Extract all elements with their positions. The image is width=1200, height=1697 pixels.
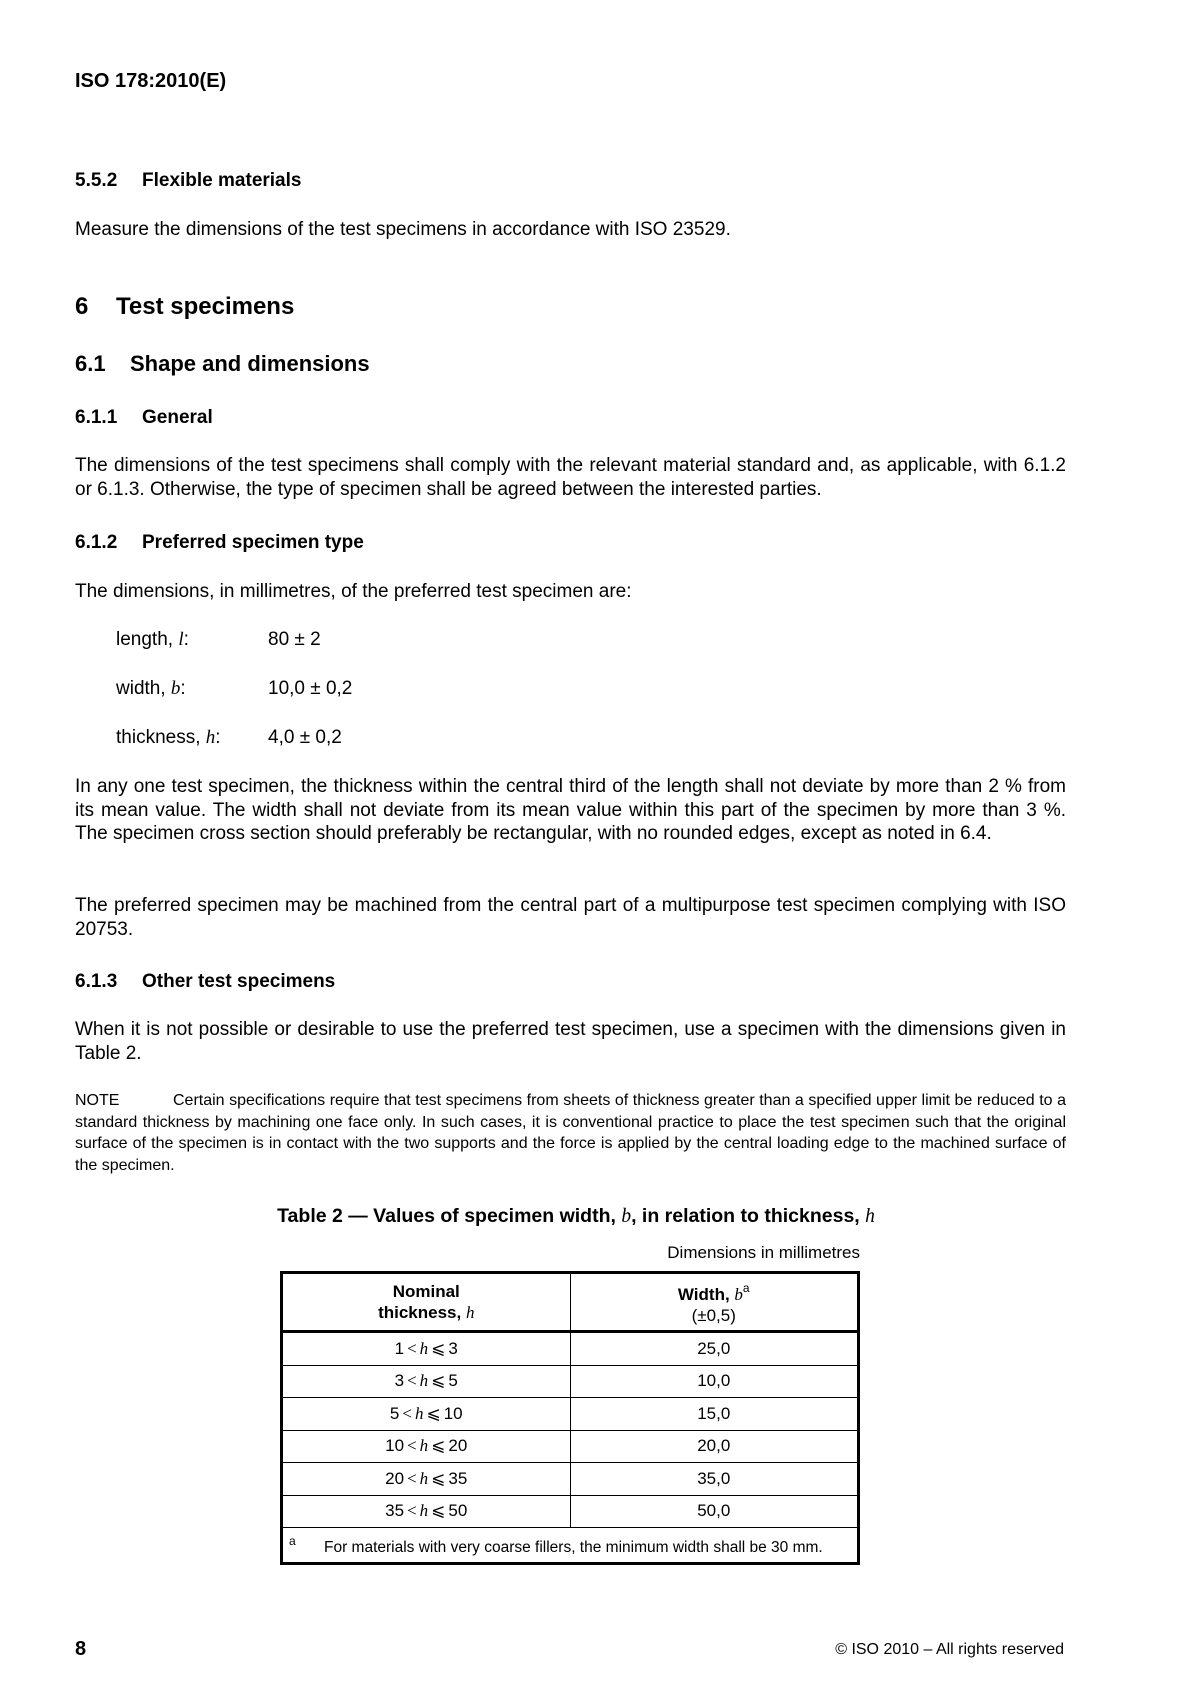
note-text: Certain specifications require that test specimens from sheets of thickness greater than a specified upper limit be reduced to a standard thickness by machining one face only. In such cases, it is conventional practice to place the test specimen such that the original surface of the specimen is in contact with the two supports and the force is applied by the central loading edge to the machined surface of the specimen.	[75, 1092, 1066, 1174]
table-row	[282, 1365, 859, 1398]
section-heading-6-1	[75, 351, 370, 377]
section-title: Preferred specimen type	[142, 532, 364, 553]
width-value-cell: 10,0	[570, 1365, 859, 1398]
document-header-id: ISO 178:2010(E)	[75, 70, 227, 92]
section-number: 6.1	[75, 351, 106, 376]
section-heading-6	[75, 293, 294, 321]
table-footnote: a For materials with very coarse fillers, the minimum width shall be 30 mm.	[282, 1528, 859, 1564]
section-heading-6-1-3	[75, 971, 335, 993]
dimension-value: 10,0 ± 0,2	[268, 678, 353, 699]
thickness-range-cell: 10 < h ⩽ 20	[282, 1430, 571, 1463]
section-number: 6.1.2	[75, 532, 118, 553]
specimen-width-table	[280, 1271, 860, 1565]
dimension-row-width: width, b: 10,0 ± 0,2	[116, 678, 353, 699]
dimension-label: thickness,	[116, 727, 206, 748]
width-value-cell: 20,0	[570, 1430, 859, 1463]
thickness-range-cell: 5 < h ⩽ 10	[282, 1398, 571, 1431]
dimension-symbol: b	[170, 678, 181, 699]
section-number: 6.1.1	[75, 407, 118, 428]
section-title: Flexible materials	[142, 170, 302, 191]
paragraph: The dimensions, in millimetres, of the preferred test specimen are:	[75, 581, 632, 602]
paragraph: When it is not possible or desirable to use the preferred test specimen, use a specimen with the dimensions given in Table 2.	[75, 1019, 1066, 1064]
section-title: Shape and dimensions	[130, 351, 370, 376]
section-number: 6	[75, 293, 89, 320]
note-label: NOTE	[75, 1092, 120, 1109]
column-header-width: Width, $b^a$ (±0,5)	[570, 1273, 859, 1332]
dimension-label: width,	[116, 678, 171, 699]
section-title: Other test specimens	[142, 971, 336, 992]
section-heading-6-1-1	[75, 407, 213, 429]
table-caption: Table 2 — Values of specimen width, b, in relation to thickness, h	[277, 1205, 875, 1227]
dimension-symbol: h	[205, 727, 216, 748]
paragraph: In any one test specimen, the thickness within the central third of the length shall not deviate by more than 2 % from its mean value. The width shall not deviate from its mean value within this part of the specimen by more than 3 %. The specimen cross section should preferably be rectangular, with no rounded edges, except as noted in 6.4.	[75, 776, 1066, 844]
section-title: Test specimens	[116, 293, 295, 320]
section-number: 5.5.2	[75, 170, 118, 191]
table-row	[282, 1398, 859, 1431]
table-row	[282, 1332, 859, 1366]
section-title: General	[142, 407, 213, 428]
note	[75, 1090, 1066, 1176]
table-row	[282, 1463, 859, 1496]
page-number: 8	[75, 1638, 87, 1660]
thickness-range-cell: 1 < h ⩽ 3	[282, 1332, 571, 1366]
dimension-symbol: l	[178, 629, 184, 650]
width-value-cell: 50,0	[570, 1495, 859, 1528]
paragraph: Measure the dimensions of the test specimens in accordance with ISO 23529.	[75, 219, 731, 240]
column-header-nominal-thickness: Nominal thickness, h	[282, 1273, 571, 1332]
table-units-note: Dimensions in millimetres	[667, 1243, 860, 1262]
width-value-cell: 35,0	[570, 1463, 859, 1496]
dimension-value: 4,0 ± 0,2	[268, 727, 342, 748]
section-heading-6-1-2	[75, 532, 364, 554]
paragraph: The preferred specimen may be machined from the central part of a multipurpose test specimen complying with ISO 20753.	[75, 895, 1066, 940]
thickness-range-cell: 20 < h ⩽ 35	[282, 1463, 571, 1496]
table-row	[282, 1430, 859, 1463]
thickness-range-cell: 3 < h ⩽ 5	[282, 1365, 571, 1398]
width-value-cell: 15,0	[570, 1398, 859, 1431]
dimension-row-length: length, l: 80 ± 2	[116, 629, 321, 650]
table-body	[282, 1332, 859, 1528]
dimension-value: 80 ± 2	[268, 629, 321, 650]
dimension-row-thickness: thickness, h: 4,0 ± 0,2	[116, 727, 342, 748]
section-heading-5-5-2	[75, 170, 301, 192]
thickness-range-cell: 35 < h ⩽ 50	[282, 1495, 571, 1528]
dimension-label: length,	[116, 629, 179, 650]
width-value-cell: 25,0	[570, 1332, 859, 1366]
section-number: 6.1.3	[75, 971, 118, 992]
copyright-notice: © ISO 2010 – All rights reserved	[835, 1641, 1064, 1658]
table-row	[282, 1495, 859, 1528]
paragraph: The dimensions of the test specimens shall comply with the relevant material standard and, as applicable, with 6.1.2 or 6.1.3. Otherwise, the type of specimen shall be agreed between the interested parties.	[75, 455, 1066, 500]
